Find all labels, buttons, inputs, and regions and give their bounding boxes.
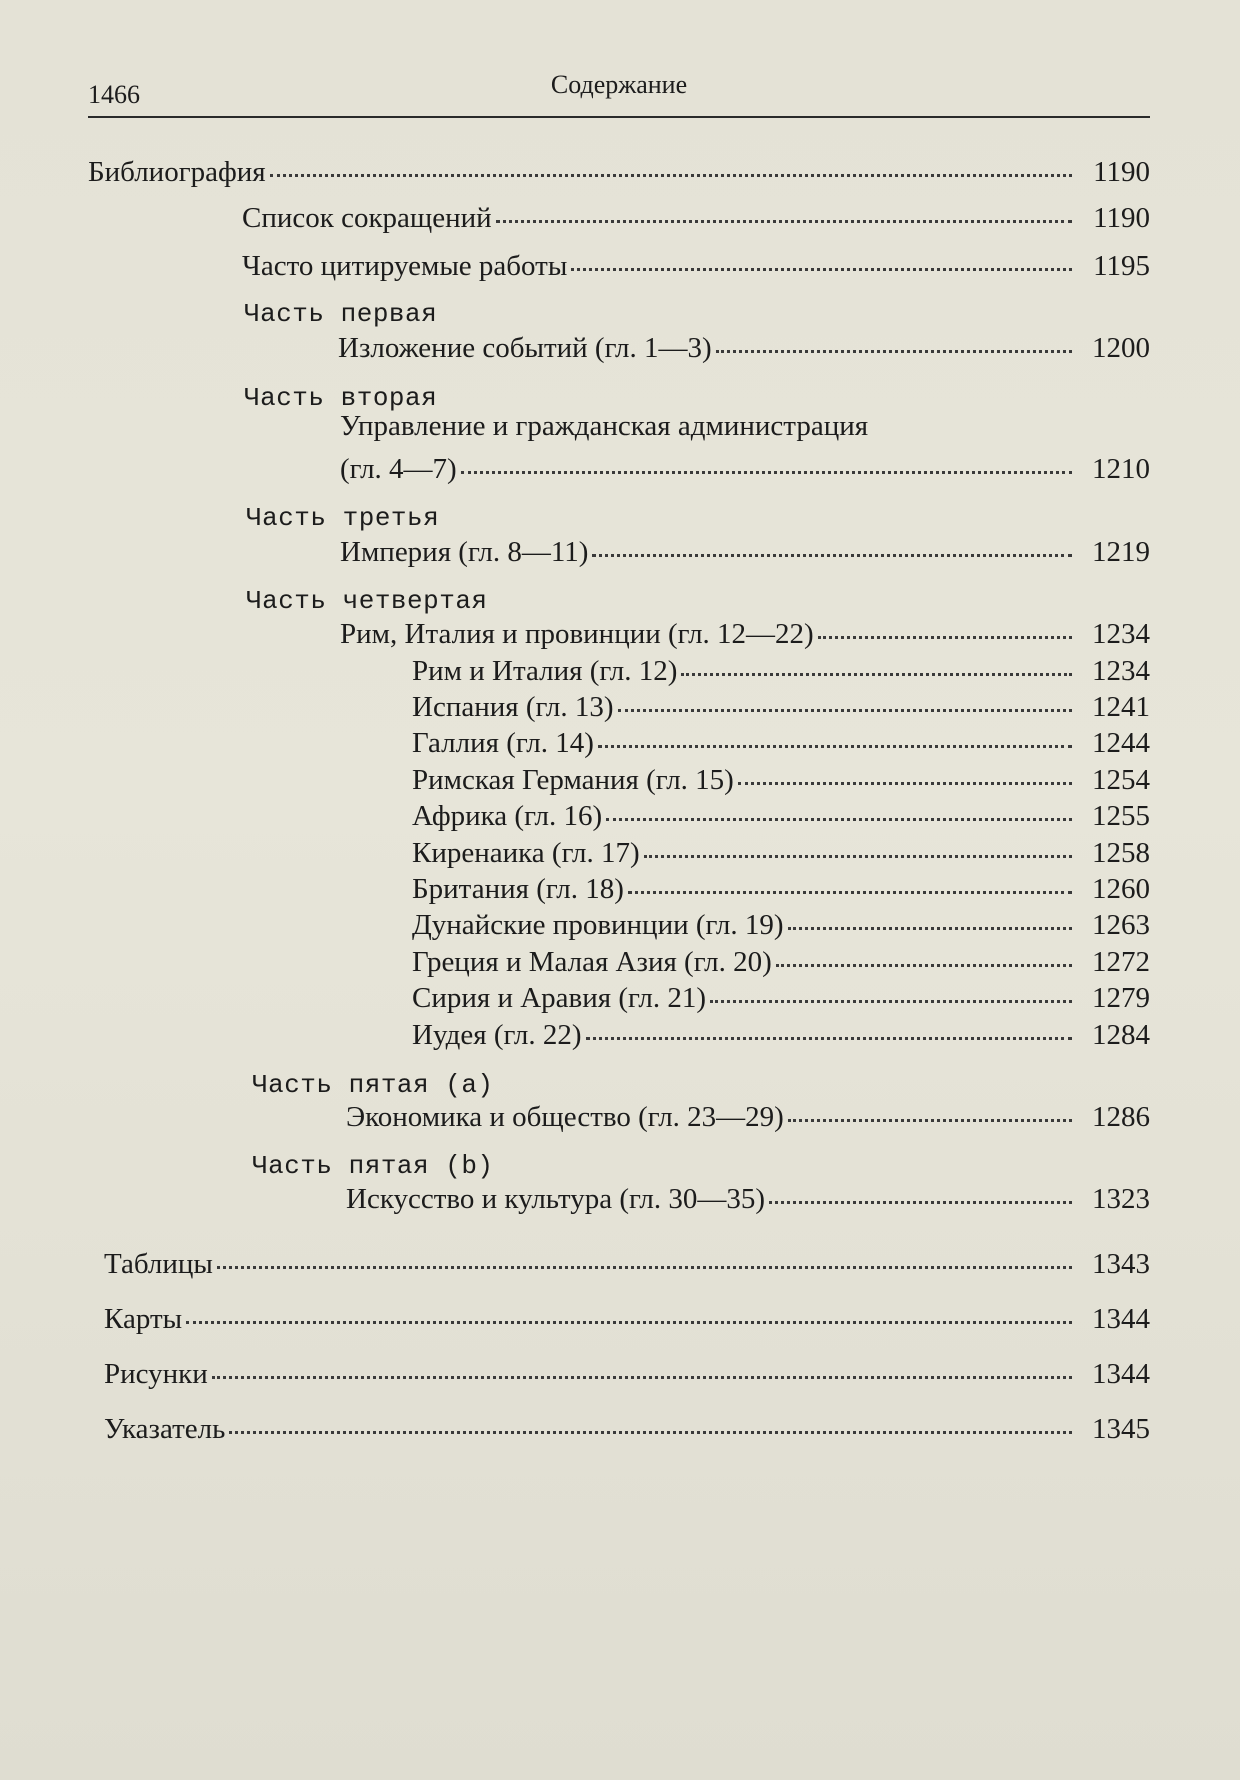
toc-entry-page: 1263 bbox=[1092, 909, 1150, 942]
toc-entry-label: Греция и Малая Азия (гл. 20) bbox=[412, 946, 772, 979]
dot-leader bbox=[769, 1175, 1072, 1204]
toc-entry-label: Империя (гл. 8—11) bbox=[340, 536, 589, 569]
toc-entry-label: Киренаика (гл. 17) bbox=[412, 837, 640, 870]
part2-heading: Часть вторая bbox=[244, 383, 438, 413]
toc-subentry[interactable] bbox=[412, 796, 1150, 833]
toc-entry-page: 1200 bbox=[1092, 332, 1150, 365]
dot-leader bbox=[606, 792, 1072, 821]
toc-entry-label: Таблицы bbox=[104, 1248, 213, 1281]
toc-entry-part5b[interactable] bbox=[346, 1179, 1150, 1216]
toc-entry-page: 1258 bbox=[1092, 837, 1150, 870]
toc-entry-page: 1254 bbox=[1092, 764, 1150, 797]
part4-heading: Часть четвертая bbox=[246, 586, 488, 616]
toc-subentry[interactable] bbox=[412, 1015, 1150, 1052]
toc-entry-label: Рисунки bbox=[104, 1358, 208, 1391]
toc-entry-page: 1241 bbox=[1092, 691, 1150, 724]
toc-entry-label: Испания (гл. 13) bbox=[412, 691, 614, 724]
toc-entry-page: 1195 bbox=[1093, 250, 1150, 283]
toc-entry-page: 1343 bbox=[1092, 1248, 1150, 1281]
toc-entry-part3[interactable] bbox=[340, 532, 1150, 569]
toc-entry-label: Дунайские провинции (гл. 19) bbox=[412, 909, 784, 942]
dot-leader bbox=[818, 610, 1072, 639]
dot-leader bbox=[496, 194, 1072, 223]
dot-leader bbox=[681, 647, 1072, 676]
page-number: 1466 bbox=[88, 80, 140, 109]
toc-entry-label: Рим и Италия (гл. 12) bbox=[412, 655, 678, 688]
toc-entry-tables[interactable] bbox=[104, 1244, 1150, 1281]
dot-leader bbox=[716, 324, 1072, 353]
toc-entry-label: Карты bbox=[104, 1303, 183, 1336]
running-title: Содержание bbox=[550, 70, 688, 99]
part1-heading: Часть первая bbox=[244, 299, 438, 329]
dot-leader bbox=[186, 1295, 1072, 1324]
part5b-heading: Часть пятая (b) bbox=[252, 1151, 494, 1181]
toc-entry-page: 1286 bbox=[1092, 1101, 1150, 1134]
toc-entry-abbreviations[interactable] bbox=[242, 198, 1150, 235]
toc-entry-page: 1190 bbox=[1093, 156, 1150, 189]
toc-entry-label: Африка (гл. 16) bbox=[412, 800, 603, 833]
toc-entry-label: Искусство и культура (гл. 30—35) bbox=[346, 1183, 766, 1216]
dot-leader bbox=[788, 1093, 1072, 1122]
dot-leader bbox=[738, 756, 1072, 785]
dot-leader bbox=[217, 1240, 1072, 1269]
toc-entry-page: 1234 bbox=[1092, 655, 1150, 688]
toc-entry-page: 1279 bbox=[1092, 982, 1150, 1015]
toc-entry-label: Изложение событий (гл. 1—3) bbox=[338, 332, 712, 365]
page-header bbox=[88, 66, 1150, 118]
dot-leader bbox=[229, 1405, 1072, 1434]
toc-entry-page: 1345 bbox=[1092, 1413, 1150, 1446]
toc-entry-label: Указатель bbox=[104, 1413, 226, 1446]
dot-leader bbox=[461, 445, 1072, 474]
dot-leader bbox=[592, 528, 1072, 557]
toc-entry-bibliography[interactable] bbox=[88, 152, 1150, 189]
dot-leader bbox=[710, 974, 1072, 1003]
part2-title-line: Управление и гражданская администрация bbox=[340, 410, 869, 442]
dot-leader bbox=[571, 242, 1072, 271]
toc-subentry[interactable] bbox=[412, 978, 1150, 1015]
dot-leader bbox=[628, 865, 1072, 894]
dot-leader bbox=[586, 1011, 1072, 1040]
toc-entry-page: 1344 bbox=[1092, 1358, 1150, 1391]
toc-entry-label: Рим, Италия и провинции (гл. 12—22) bbox=[340, 618, 814, 651]
dot-leader bbox=[598, 719, 1072, 748]
toc-entry-part4[interactable] bbox=[340, 614, 1150, 651]
toc-entry-part2[interactable] bbox=[340, 449, 1150, 486]
toc-entry-figures[interactable] bbox=[104, 1354, 1150, 1391]
toc-entry-label: Часто цитируемые работы bbox=[242, 250, 568, 283]
toc-entry-page: 1255 bbox=[1092, 800, 1150, 833]
toc-entry-page: 1272 bbox=[1092, 946, 1150, 979]
dot-leader bbox=[212, 1350, 1072, 1379]
toc-entry-label: Библиография bbox=[88, 156, 266, 189]
toc-entry-frequently-cited[interactable] bbox=[242, 246, 1150, 283]
part3-heading: Часть третья bbox=[246, 503, 440, 533]
toc-subentry[interactable] bbox=[412, 905, 1150, 942]
toc-entry-index[interactable] bbox=[104, 1409, 1150, 1446]
part5a-heading: Часть пятая (a) bbox=[252, 1070, 494, 1100]
toc-entry-label: Экономика и общество (гл. 23—29) bbox=[346, 1101, 784, 1134]
toc-subentry[interactable] bbox=[412, 723, 1150, 760]
toc-entry-label: Список сокращений bbox=[242, 202, 492, 235]
dot-leader bbox=[788, 901, 1072, 930]
toc-entry-maps[interactable] bbox=[104, 1299, 1150, 1336]
toc-entry-label: (гл. 4—7) bbox=[340, 453, 457, 486]
toc-entry-page: 1323 bbox=[1092, 1183, 1150, 1216]
toc-entry-page: 1210 bbox=[1092, 453, 1150, 486]
toc-entry-page: 1344 bbox=[1092, 1303, 1150, 1336]
toc-entry-page: 1234 bbox=[1092, 618, 1150, 651]
toc-entry-page: 1284 bbox=[1092, 1019, 1150, 1052]
toc-entry-label: Британия (гл. 18) bbox=[412, 873, 624, 906]
toc-entry-part5a[interactable] bbox=[346, 1097, 1150, 1134]
toc-entry-page: 1244 bbox=[1092, 727, 1150, 760]
toc-entry-label: Римская Германия (гл. 15) bbox=[412, 764, 734, 797]
dot-leader bbox=[618, 683, 1072, 712]
dot-leader bbox=[644, 829, 1072, 858]
toc-entry-part1[interactable] bbox=[338, 328, 1150, 365]
dot-leader bbox=[270, 148, 1072, 177]
toc-entry-label: Сирия и Аравия (гл. 21) bbox=[412, 982, 707, 1015]
toc-entry-page: 1219 bbox=[1092, 536, 1150, 569]
toc-entry-page: 1260 bbox=[1092, 873, 1150, 906]
toc-entry-page: 1190 bbox=[1093, 202, 1150, 235]
toc-entry-label: Галлия (гл. 14) bbox=[412, 727, 594, 760]
dot-leader bbox=[776, 938, 1072, 967]
toc-entry-label: Иудея (гл. 22) bbox=[412, 1019, 582, 1052]
